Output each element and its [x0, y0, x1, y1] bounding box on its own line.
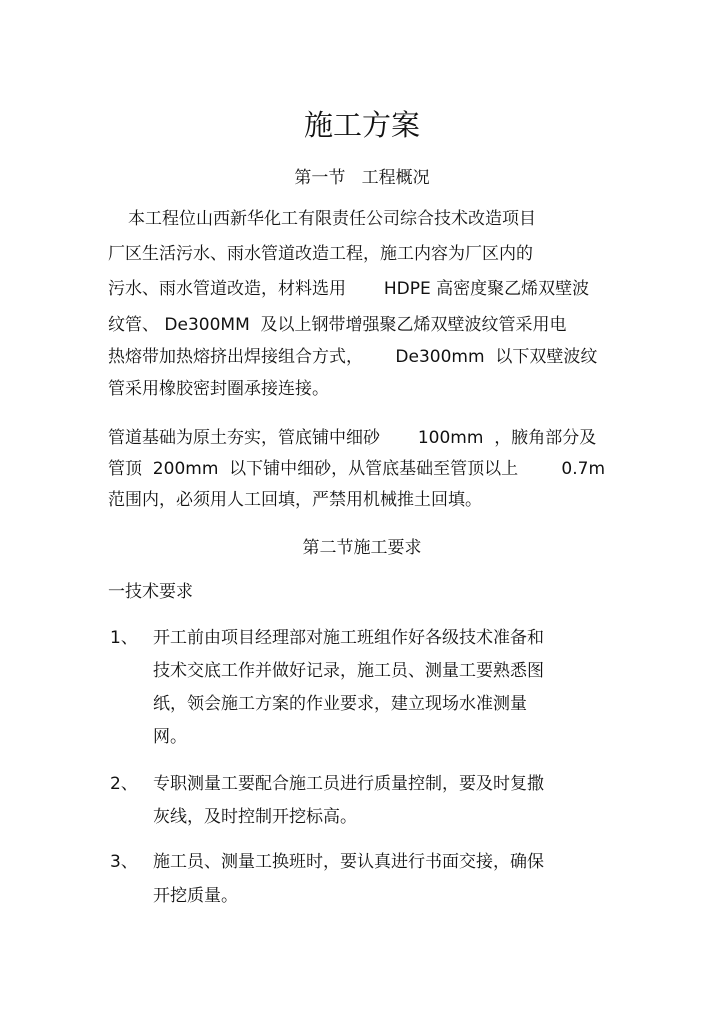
subheading-tech-requirements: 一技术要求 [108, 582, 193, 602]
text-line: 开工前由项目经理部对施工班组作好各级技术准备和 [153, 628, 544, 648]
text-line: 管采用橡胶密封圈承接连接。 [108, 379, 329, 399]
text-line: 管顶 200mm 以下铺中细砂，从管底基础至管顶以上 0.7m [108, 459, 606, 479]
text-line: 污水、雨水管道改造，材料选用 HDPE 高密度聚乙烯双壁波 [108, 279, 590, 299]
text-line: 纸，领会施工方案的作业要求，建立现场水准测量 [153, 694, 527, 714]
text-line: 厂区生活污水、雨水管道改造工程，施工内容为厂区内的 [108, 244, 533, 264]
text-line: 纹管、 De300MM 及以上钢带增强聚乙烯双壁波纹管采用电 [108, 315, 567, 335]
text-line: 灰线，及时控制开挖标高。 [153, 807, 357, 827]
text-line: 热熔带加热熔挤出焊接组合方式， De300mm 以下双壁波纹 [108, 347, 598, 367]
text-line: 技术交底工作并做好记录，施工员、测量工要熟悉图 [153, 661, 544, 681]
document-title: 施工方案 [303, 108, 420, 142]
text-line: 管道基础为原土夯实，管底铺中细砂 100mm ，腋角部分及 [108, 428, 597, 448]
text-line: 开挖质量。 [153, 886, 238, 906]
text-line: 专职测量工要配合施工员进行质量控制，要及时复撒 [153, 774, 544, 794]
list-number: 1、 [110, 628, 138, 648]
text-line: 本工程位山西新华化工有限责任公司综合技术改造项目 [128, 209, 536, 229]
section-2-heading: 第二节施工要求 [302, 538, 422, 558]
list-number: 2、 [110, 774, 138, 794]
list-number: 3、 [110, 852, 138, 872]
text-line: 网。 [153, 727, 187, 747]
section-1-heading: 第一节 工程概况 [294, 168, 430, 188]
text-line: 施工员、测量工换班时，要认真进行书面交接，确保 [153, 852, 544, 872]
text-line: 范围内，必须用人工回填，严禁用机械推土回填。 [108, 490, 482, 510]
